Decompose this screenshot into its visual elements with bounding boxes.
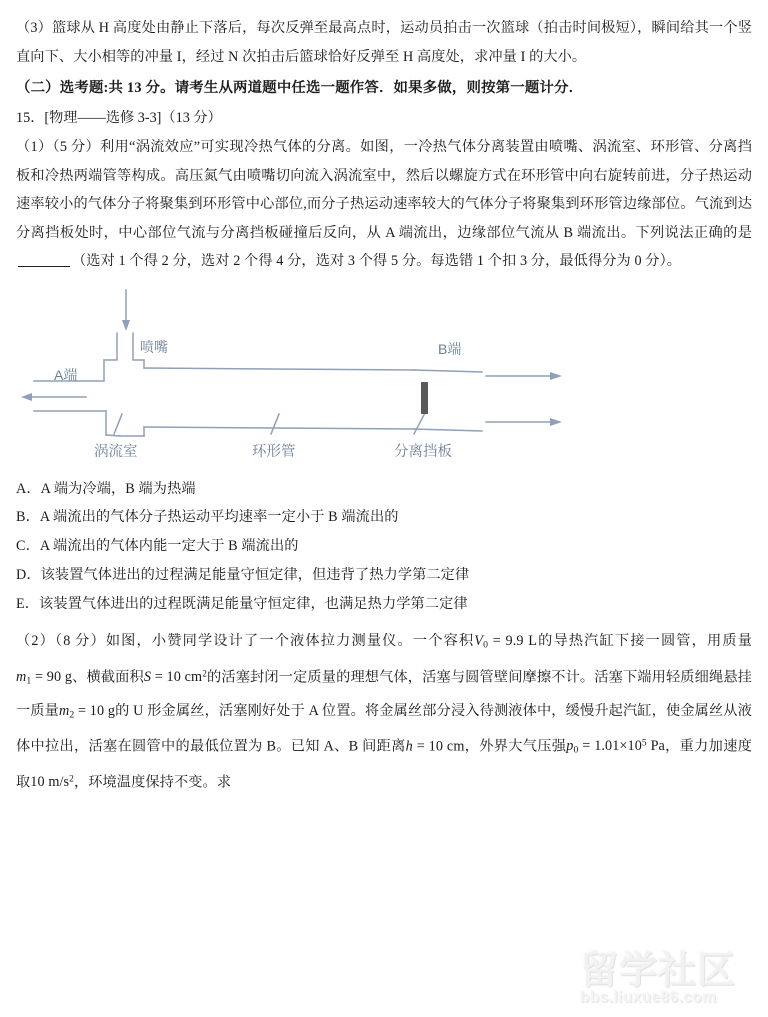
chamber-bottom-left	[106, 435, 120, 436]
question-3-paragraph: （3）篮球从 H 高度处由静止下落后，每次反弹至最高点时，运动员拍击一次篮球（拍击时间极短），瞬间给其一个竖直向下、大小相等的冲量 I，经过 N 次拍击后篮球恰好反弹至 H 高度处，求冲量 I 的大小。	[16, 20, 752, 65]
vortex-chamber-leader	[114, 414, 122, 434]
part2-text-2: 的导热汽缸下接一圆管，用质量	[537, 633, 753, 650]
b-lower-wall-extend	[414, 429, 482, 431]
part2-text-7: ，重力加速度取	[16, 738, 752, 791]
label-b-end: B端	[438, 340, 462, 357]
part2-label: （2）（8 分）	[16, 633, 106, 650]
math-m2: $m_2 = 10$ g	[59, 702, 116, 721]
b-upper-wall-extend	[414, 370, 482, 372]
section-heading-optional-questions: （二）选考题:共 13 分。请考生从两道题中任选一题作答．如果多做，则按第一题计分．	[16, 80, 584, 96]
b-lower-arrowhead	[550, 418, 562, 426]
separator-baffle-leader	[414, 411, 426, 434]
answer-blank[interactable]	[18, 252, 70, 266]
label-a-end: A端	[54, 366, 78, 383]
watermark-title: 留学社区	[580, 950, 737, 992]
math-v0: $V_0 = 9.9$ L	[474, 633, 538, 652]
math-m1: $m_1 = 90$ g	[16, 669, 73, 688]
part2-text-4: 的活塞封闭一定质量的理想气体，活塞与圆管壁间摩擦不计。活塞下端用轻质细绳悬挂一质量	[16, 669, 752, 719]
b-upper-arrowhead	[550, 372, 562, 380]
part2-text-3: 、横截面积	[72, 669, 144, 686]
math-p0: $p_0 = 1.01\times 10^5$ Pa	[566, 738, 665, 757]
option-a[interactable]: A．A 端为冷端，B 端为热端	[16, 480, 196, 497]
annular-tube-leader	[271, 414, 279, 434]
part1-label: （1）（5 分）	[16, 139, 101, 155]
part2-text-6: ，外界大气压强	[464, 738, 567, 755]
question-15-part2-stem	[16, 627, 752, 796]
a-end-arrowhead	[21, 393, 32, 401]
part1-text-before-blank: 利用“涡流效应”可实现冷热气体的分离。如图，一冷热气体分离装置由喷嘴、涡流室、环形管、分离挡板和冷热两端管等构成。高压氮气由喷嘴切向流入涡流室中，然后以螺旋方式在环形管中向右旋转前进，分子热运动速率较小的气体分子将聚集到环形管中心部位,而分子热运动速率较大的气体分子将聚集到环形管边缘部位。气流到达分离挡板处时，中心部位气流与分离挡板碰撞后反向，从 A 端流出，边缘部位气流从 B 端流出。下列说法正确的是	[16, 139, 752, 241]
math-g: 10 $m/s^2$	[30, 774, 74, 791]
option-e[interactable]: E．该装置气体进出的过程既满足能量守恒定律，也满足热力学第二定律	[16, 595, 468, 612]
vortex-tube-figure	[16, 284, 752, 469]
part1-text-after-blank: （选对 1 个得 2 分，选对 2 个得 4 分，选对 3 个得 5 分。每选错 1 个扣 3 分，最低得分为 0 分）。	[72, 253, 682, 269]
math-s: S = 10 $cm^2$	[143, 669, 207, 686]
annular-tube-lower-wall	[144, 427, 414, 429]
label-vortex-chamber: 涡流室	[94, 443, 138, 460]
annular-tube-upper-wall	[144, 368, 414, 370]
label-annular-tube: 环形管	[252, 443, 296, 460]
watermark-url: bbs.liuxue86.com	[580, 989, 717, 1006]
part2-text-8: ，环境温度保持不变。求	[73, 774, 232, 791]
inlet-arrowhead	[122, 320, 130, 331]
part2-text-5: 的 U 形金属丝，活塞刚好处于 A 位置。将金属丝部分浸入待测液体中，缓慢升起汽缸，使金属丝从液体中拉出，活塞在圆管中的最低位置为 B。已知 A、B 间距离	[16, 702, 752, 755]
separator-baffle-bar	[421, 382, 428, 414]
option-b[interactable]: B．A 端流出的气体分子热运动平均速率一定小于 B 端流出的	[16, 509, 399, 526]
math-h: h = 10 cm	[405, 738, 465, 755]
page-content-column	[16, 14, 752, 799]
question-15-number-line: 15．[物理——选修 3-3]（13 分）	[16, 110, 222, 126]
option-c[interactable]: C．A 端流出的气体内能一定大于 B 端流出的	[16, 538, 299, 555]
question-15-part1-stem	[16, 133, 752, 276]
label-nozzle: 喷嘴	[140, 338, 168, 355]
label-separator-baffle: 分离挡板	[394, 443, 452, 460]
site-watermark	[574, 951, 760, 1013]
part2-text-1: 如图，小赞同学设计了一个液体拉力测量仪。一个容积	[105, 633, 475, 650]
option-d[interactable]: D．该装置气体进出的过程满足能量守恒定律，但违背了热力学第二定律	[16, 566, 470, 583]
